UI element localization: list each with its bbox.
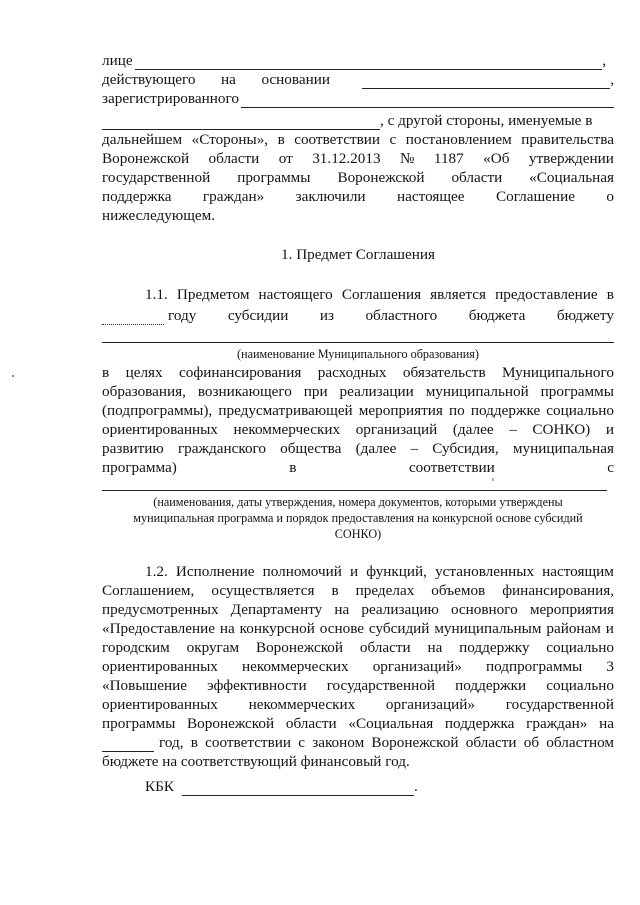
word: развитию <box>102 440 164 457</box>
word: о <box>606 188 614 205</box>
word: организаций» <box>385 696 476 713</box>
word: настоящего <box>258 286 333 303</box>
word: ориентированных <box>102 658 218 675</box>
word: программа) <box>102 459 177 476</box>
word: основании <box>261 71 330 88</box>
p12-line-9 <box>102 715 614 733</box>
p12-line-8 <box>102 696 614 714</box>
word: области <box>285 715 337 732</box>
word: бюджету <box>556 307 614 324</box>
word: программы <box>102 715 176 732</box>
word: Муниципального <box>502 364 614 381</box>
p12-line-5 <box>102 639 614 657</box>
word: эффективности <box>207 677 307 694</box>
p11-line-7 <box>102 440 614 458</box>
intro-text: , с другой стороны, именуемые в <box>380 112 593 129</box>
year-blank[interactable] <box>102 310 164 325</box>
p11-line-4 <box>102 383 614 401</box>
word: Субсидия, <box>432 440 499 457</box>
basis-blank[interactable] <box>362 74 610 89</box>
word: основе <box>319 620 365 637</box>
word: Соглашения <box>341 286 422 303</box>
word: «Стороны», <box>191 131 269 148</box>
p11-line-6 <box>102 421 614 439</box>
word: объемов <box>431 582 486 599</box>
caption-documents-2: муниципальная программа и порядок предоставления на конкурсной основе субсидий <box>133 511 583 525</box>
word: «Повышение <box>102 677 187 694</box>
word: заключили <box>295 188 366 205</box>
word: области <box>208 150 260 167</box>
word: организаций» <box>372 658 462 675</box>
word: поддержке <box>470 402 541 419</box>
word: некоммерческих <box>233 421 341 438</box>
word: из <box>319 307 334 324</box>
word: и <box>605 620 614 637</box>
word: является <box>430 286 486 303</box>
period: . <box>413 778 418 795</box>
word: «Предоставление <box>102 620 215 637</box>
word: пределах <box>355 582 415 599</box>
word: в <box>331 582 339 599</box>
word: СОНКО) <box>532 421 591 438</box>
word: государственной <box>102 169 211 186</box>
caption-documents-1: (наименования, даты утверждения, номера документов, которыми утверждены <box>153 495 563 509</box>
word: соответствии <box>408 459 495 476</box>
word: Воронежской <box>187 715 275 732</box>
word: некоммерческих <box>242 658 349 675</box>
intro-line-3 <box>102 90 614 108</box>
intro-line-5 <box>102 131 614 149</box>
word: социально <box>546 677 614 694</box>
word: социально <box>546 639 614 656</box>
word: расходных <box>317 364 387 381</box>
word: «Об <box>483 150 510 167</box>
intro-line-1 <box>102 52 614 70</box>
word: действующего <box>102 71 196 88</box>
word: предусмотренных <box>102 601 219 618</box>
kbk-blank[interactable] <box>182 781 414 796</box>
word: Соглашение <box>496 188 575 205</box>
word: и <box>605 421 614 438</box>
word: 1.1. <box>145 286 168 303</box>
word: мероприятия <box>529 601 614 618</box>
word: установленных <box>435 563 535 580</box>
word: на <box>221 71 236 88</box>
word: округам <box>186 639 240 656</box>
p12-line-10 <box>102 734 614 752</box>
word: 3 <box>606 658 614 675</box>
word: с <box>389 131 397 148</box>
p12-line-4 <box>102 620 614 638</box>
p12-line-3 <box>102 601 614 619</box>
word: 31.12.2013 <box>312 150 381 167</box>
caption-municipality: (наименование Муниципального образования) <box>237 347 479 361</box>
word: Воронежской <box>102 150 190 167</box>
word: конкурсной <box>239 620 315 637</box>
p12-line-1 <box>145 563 614 581</box>
budget-year-blank[interactable] <box>102 737 154 752</box>
word: подпрограммы <box>485 658 583 675</box>
word: на <box>219 620 235 637</box>
intro-line-6 <box>102 150 614 168</box>
p11-line-2 <box>102 307 614 325</box>
word: возникающего <box>197 383 292 400</box>
comma: , <box>610 71 614 88</box>
p11-line-2-words <box>168 307 614 325</box>
word: постановлением <box>405 131 512 148</box>
word: гражданского <box>177 440 266 457</box>
kbk-label: КБК <box>145 778 174 795</box>
word: Воронежской <box>255 639 344 656</box>
word: организаций <box>355 421 438 438</box>
word: области <box>451 169 503 186</box>
intro-line-4 <box>102 112 614 130</box>
person-label: лице <box>102 52 133 69</box>
word: 1.2. <box>145 563 168 580</box>
word: в <box>606 286 614 303</box>
word: субсидий <box>368 620 430 637</box>
word: осуществляется <box>211 582 315 599</box>
word: поддержка <box>102 188 172 205</box>
word: на <box>334 601 350 618</box>
word: муниципальная <box>512 440 614 457</box>
word: общества <box>280 440 342 457</box>
scan-speck <box>492 478 494 481</box>
word: полномочий <box>262 563 342 580</box>
word: «Социальная <box>529 169 614 186</box>
word: целях <box>125 364 163 381</box>
word: Воронежской <box>337 169 425 186</box>
word: предусматривающей <box>218 402 353 419</box>
word: ориентированных <box>102 696 218 713</box>
word: области <box>359 639 411 656</box>
word: «Социальная <box>348 715 434 732</box>
word: – <box>410 440 419 457</box>
comma: , <box>602 52 606 69</box>
basis-words <box>102 71 330 89</box>
word: реализацию <box>361 601 439 618</box>
word: финансирования, <box>502 582 614 599</box>
word: на <box>599 715 614 732</box>
word: с <box>607 459 614 476</box>
word: образования, <box>102 383 186 400</box>
word: поддержка <box>444 715 515 732</box>
word: при <box>303 383 328 400</box>
intro-line-2 <box>102 71 614 89</box>
intro-line-8 <box>102 188 614 206</box>
p12-line-7 <box>102 677 614 695</box>
word: (далее <box>355 440 397 457</box>
intro-line-9: нижеследующем. <box>102 207 216 224</box>
word: правительства <box>521 131 614 148</box>
word: софинансирования <box>179 364 302 381</box>
word: (подпрограммы), <box>102 402 213 419</box>
word: мероприятия <box>358 402 443 419</box>
word: Исполнение <box>175 563 255 580</box>
registration-blank[interactable] <box>241 93 614 108</box>
word: в <box>289 459 297 476</box>
word: на <box>427 639 443 656</box>
text: год, в соответствии с законом Воронежской области об областном <box>159 734 614 751</box>
word: основного <box>450 601 518 618</box>
word: программы <box>540 383 614 400</box>
word: дальнейшем <box>102 131 183 148</box>
word: утверждении <box>528 150 614 167</box>
word: настоящим <box>542 563 614 580</box>
word: программы <box>237 169 311 186</box>
p11-line-1 <box>145 286 614 304</box>
word: районам <box>546 620 601 637</box>
kbk-line <box>145 778 425 796</box>
intro-line-7 <box>102 169 614 187</box>
word: функций, <box>366 563 427 580</box>
word: соответствии <box>294 131 381 148</box>
word: предоставление <box>495 286 598 303</box>
word: граждан» <box>202 188 265 205</box>
word: 1187 <box>433 150 464 167</box>
section-heading: 1. Предмет Соглашения <box>281 246 435 263</box>
word: государственной <box>326 677 435 694</box>
p12-line-6 <box>102 658 614 676</box>
word: в <box>102 364 110 381</box>
word: в <box>277 131 285 148</box>
word: субсидии <box>227 307 289 324</box>
word: Департаменту <box>230 601 323 618</box>
word: бюджета <box>468 307 526 324</box>
word: реализации <box>339 383 414 400</box>
word: некоммерческих <box>248 696 356 713</box>
word: городским <box>102 639 170 656</box>
word: по <box>449 402 465 419</box>
word: муниципальной <box>425 383 529 400</box>
word: областного <box>365 307 438 324</box>
word: поддержки <box>455 677 527 694</box>
word: от <box>278 150 293 167</box>
p12-line-2 <box>102 582 614 600</box>
word: – <box>509 421 517 438</box>
registered-label: зарегистрированного <box>102 90 239 107</box>
p12-line-11: бюджете на соответствующий финансовый год. <box>102 753 410 770</box>
scan-speck <box>12 375 14 377</box>
p11-line-8 <box>102 459 614 477</box>
p11-line-5 <box>102 402 614 420</box>
registration-blank-2[interactable] <box>102 115 380 130</box>
word: (далее <box>452 421 494 438</box>
municipality-blank[interactable] <box>102 342 614 343</box>
caption-documents-3: СОНКО) <box>334 527 382 541</box>
word: году <box>168 307 197 324</box>
word: граждан» <box>526 715 588 732</box>
word: настоящее <box>397 188 465 205</box>
documents-blank[interactable] <box>102 490 607 491</box>
word: Соглашением, <box>102 582 195 599</box>
word: № <box>399 150 415 167</box>
word: муниципальным <box>434 620 542 637</box>
word: обязательств <box>402 364 486 381</box>
word: государственной <box>505 696 614 713</box>
p11-line-3 <box>102 364 614 382</box>
person-blank[interactable] <box>135 55 603 70</box>
word: социально <box>546 402 614 419</box>
word: ориентированных <box>102 421 218 438</box>
word: Предметом <box>176 286 250 303</box>
word: и <box>350 563 359 580</box>
word: поддержку <box>459 639 530 656</box>
